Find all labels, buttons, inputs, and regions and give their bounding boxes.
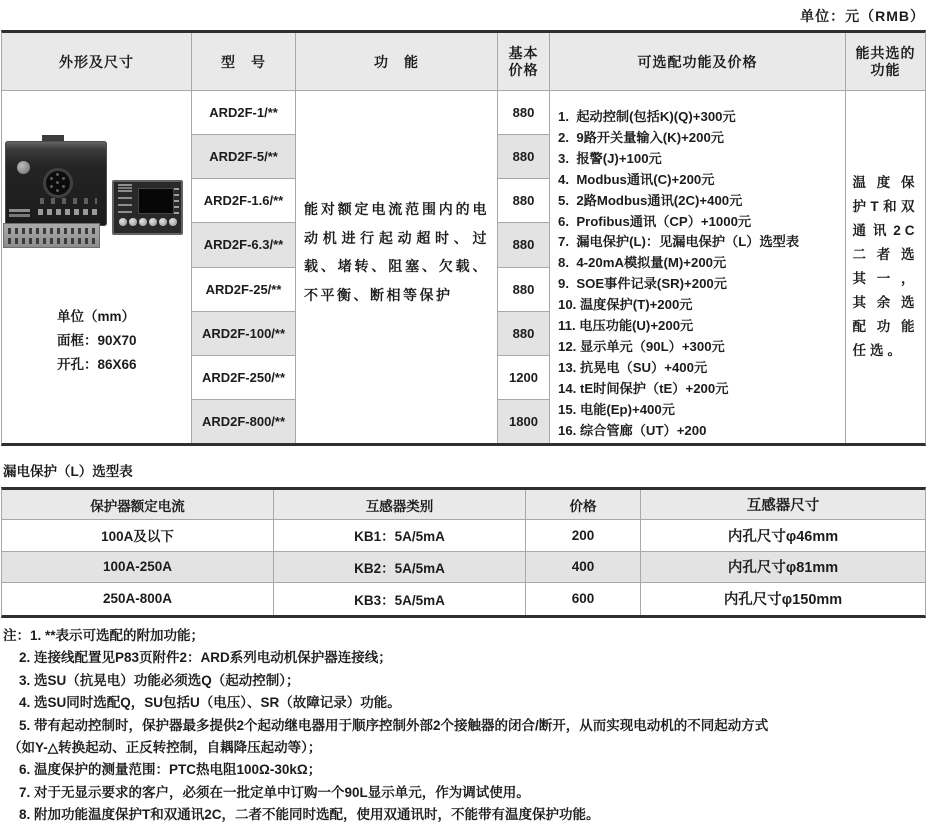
- price-cell: 600: [526, 583, 641, 615]
- price-column: [498, 91, 550, 443]
- display-unit-right-labels: [174, 188, 179, 216]
- co-selectable-note: 温度保护T和双通讯2C二者选其一，其余选配功能任选。: [852, 175, 919, 358]
- note-line: 8. 附加功能温度保护T和双通讯2C，二者不能同时选配，使用双通讯时，不能带有温度保护功能。: [19, 807, 600, 823]
- leakage-selection-table: [1, 487, 926, 618]
- co-selectable-cell: [846, 91, 925, 443]
- display-unit-button: [119, 218, 127, 226]
- display-unit-logo: [118, 184, 132, 186]
- protector-digits-photo: [40, 198, 97, 204]
- price-cell: 880: [498, 268, 549, 312]
- header-transformer-size: 互感器尺寸: [746, 498, 820, 514]
- optional-function-item: 2. 9路开关量输入(K)+200元: [558, 129, 724, 145]
- note-line: 3. 选SU（抗晃电）功能必须选Q（起动控制）；: [19, 672, 300, 688]
- model-cell: ARD2F-6.3/**: [192, 223, 295, 267]
- display-unit-button: [159, 218, 167, 226]
- note-line: 注：1. **表示可选配的附加功能；: [3, 628, 205, 643]
- optional-function-item: 1. 起动控制(包括K)(Q)+300元: [558, 109, 736, 124]
- optional-function-item: 14. tE时间保护（tE）+200元: [558, 380, 729, 396]
- optional-function-item: 11. 电压功能(U)+200元: [558, 318, 694, 334]
- model-cell: ARD2F-25/**: [192, 268, 295, 312]
- main-product-table: [1, 30, 926, 446]
- rated-current-cell: 100A-250A: [2, 552, 274, 583]
- note-line: 5. 带有起动控制时，保护器最多提供2个起动继电器用于顺序控制外部2个接触器的闭合/断开，从而实现电动机的不同起动方式: [19, 717, 769, 733]
- footnotes: [3, 625, 923, 827]
- optional-function-item: 6. Profibus通讯（CP）+1000元: [558, 213, 752, 229]
- protector-connector-photo: [43, 168, 73, 198]
- optional-function-item: 16. 综合管廊（UT）+200: [558, 422, 707, 438]
- model-cell: ARD2F-1/**: [192, 91, 295, 135]
- protector-reset-button-photo: [17, 161, 30, 174]
- transformer-type-cell: KB2：5A/5mA: [274, 552, 526, 583]
- price-cell: 880: [498, 312, 549, 356]
- note-line: 4. 选SU同时选配Q，SU包括U（电压）、SR（故障记录）功能。: [19, 695, 401, 711]
- leakage-row: [2, 520, 925, 552]
- display-unit-button: [169, 218, 177, 226]
- header-price: 价格: [526, 490, 641, 519]
- price-cell: 880: [498, 91, 549, 135]
- dimension-unit: 单位（mm）: [57, 309, 136, 324]
- header-optional-functions: 可选配功能及价格: [550, 33, 846, 90]
- price-cell: 1800: [498, 400, 549, 443]
- optional-function-item: 8. 4-20mA模拟量(M)+200元: [558, 255, 727, 271]
- price-cell: 880: [498, 179, 549, 223]
- header-base-price: 基本价格: [498, 33, 550, 90]
- display-unit-left-labels: [118, 190, 132, 216]
- display-unit-screen: [138, 188, 174, 214]
- model-cell: ARD2F-800/**: [192, 400, 295, 443]
- transformer-type-cell: KB3：5A/5mA: [274, 583, 526, 615]
- display-unit-button: [139, 218, 147, 226]
- model-cell: ARD2F-5/**: [192, 135, 295, 179]
- optional-function-item: 10. 温度保护(T)+200元: [558, 297, 693, 313]
- transformer-type-cell: KB1：5A/5mA: [274, 520, 526, 551]
- function-description: 能对额定电流范围内的电动机进行起动超时、过载、堵转、阻塞、欠载、不平衡、断相等保护: [304, 201, 489, 303]
- unit-label: 单位：元（RMB）: [800, 8, 925, 24]
- note-line: 7. 对于无显示要求的客户，必须在一批定单中订购一个90L显示单元，作为调试使用。: [19, 784, 530, 800]
- model-column: [192, 91, 296, 443]
- dimension-cutout: 开孔：86X66: [57, 357, 137, 372]
- optional-function-item: 15. 电能(Ep)+400元: [558, 401, 675, 417]
- optional-functions-cell: [550, 91, 846, 443]
- display-unit-button: [149, 218, 157, 226]
- protector-logo-photo: [9, 209, 30, 212]
- optional-function-item: 4. Modbus通讯(C)+200元: [558, 171, 715, 187]
- price-cell: 1200: [498, 356, 549, 400]
- leakage-table-title: 漏电保护（L）选型表: [3, 464, 133, 479]
- display-unit-button: [129, 218, 137, 226]
- display-unit-photo: [112, 180, 183, 235]
- optional-function-item: 3. 报警(J)+100元: [558, 150, 662, 166]
- main-table-header-row: [2, 33, 925, 91]
- transformer-size-cell: 内孔尺寸φ46mm: [727, 528, 839, 545]
- dimension-notes: [57, 305, 137, 377]
- rated-current-cell: 100A及以下: [2, 520, 274, 551]
- header-model: 型 号: [192, 33, 296, 90]
- leakage-header-row: [2, 490, 925, 520]
- function-cell: [296, 91, 498, 443]
- optional-function-item: 12. 显示单元（90L）+300元: [558, 338, 725, 354]
- header-function: 功 能: [296, 33, 498, 90]
- optional-function-item: 7. 漏电保护(L)：见漏电保护（L）选型表: [558, 234, 800, 250]
- header-rated-current: 保护器额定电流: [2, 490, 274, 519]
- main-table-body: [2, 91, 925, 443]
- price-cell: 400: [526, 552, 641, 583]
- display-unit-buttons: [119, 218, 177, 226]
- note-line: 2. 连接线配置见P83页附件2：ARD系列电动机保护器连接线；: [19, 650, 392, 666]
- rated-current-cell: 250A-800A: [2, 583, 274, 615]
- model-cell: ARD2F-100/**: [192, 312, 295, 356]
- appearance-cell: [2, 91, 192, 443]
- leakage-row: [2, 552, 925, 584]
- leakage-row: [2, 583, 925, 615]
- price-cell: 880: [498, 135, 549, 179]
- header-co-selectable: 能共选的功能: [855, 44, 916, 78]
- protector-terminal-block-photo: [3, 223, 100, 248]
- optional-function-item: 9. SOE事件记录(SR)+200元: [558, 276, 727, 292]
- note-line: 6. 温度保护的测量范围：PTC热电阻100Ω-30kΩ；: [19, 762, 322, 778]
- dimension-frame: 面框：90X70: [57, 333, 137, 348]
- header-appearance-dimensions: 外形及尺寸: [2, 33, 192, 90]
- protector-photo: [5, 141, 107, 226]
- transformer-size-cell: 内孔尺寸φ81mm: [727, 560, 839, 577]
- protector-label-strip-photo: [38, 209, 100, 215]
- optional-functions-list: [550, 91, 845, 442]
- price-cell: 200: [526, 520, 641, 551]
- optional-function-item: 13. 抗晃电（SU）+400元: [558, 359, 708, 375]
- optional-function-item: 5. 2路Modbus通讯(2C)+400元: [558, 192, 743, 208]
- note-line: （如Y-△转换起动、正反转控制，自耦降压起动等）；: [8, 740, 322, 756]
- model-cell: ARD2F-250/**: [192, 356, 295, 400]
- transformer-size-cell: 内孔尺寸φ150mm: [723, 592, 843, 609]
- model-cell: ARD2F-1.6/**: [192, 179, 295, 223]
- price-cell: 880: [498, 223, 549, 267]
- header-transformer-type: 互感器类别: [274, 490, 526, 519]
